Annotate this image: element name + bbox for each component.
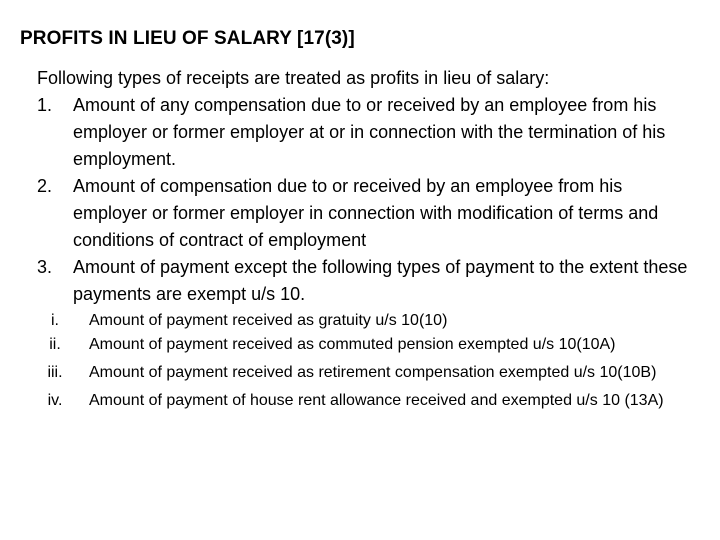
slide-title: PROFITS IN LIEU OF SALARY [17(3)] [20,28,355,49]
sub-item-ii [37,334,697,356]
sub-item-iv [37,390,697,412]
list-number: 2. [37,176,53,196]
sub-list-number: ii. [49,336,61,353]
slide-body [37,65,697,418]
sub-list-number: iv. [47,392,63,409]
list-number: 3. [37,257,53,277]
list-number: 1. [37,95,53,115]
list-item-text: Amount of payment except the following types of payment to the extent these payments are exempt u/s 10. [73,257,688,304]
list-item-1 [37,92,697,173]
sub-item-i [37,310,697,332]
sub-item-iii [37,362,697,384]
sub-list-number: i. [51,312,59,329]
sub-item-text: Amount of payment received as retirement compensation exempted u/s 10(10B) [89,364,657,381]
intro-text: Following types of receipts are treated as profits in lieu of salary: [37,68,550,88]
sub-item-text: Amount of payment of house rent allowance received and exempted u/s 10 (13A) [89,392,664,409]
list-item-2 [37,173,697,254]
main-list [37,92,697,308]
list-item-3 [37,254,697,308]
list-item-text: Amount of any compensation due to or received by an employee from his employer or former employer at or in connection with the termination of his employment. [73,95,666,169]
sub-list [37,310,697,412]
sub-list-number: iii. [47,364,63,381]
sub-item-text: Amount of payment received as gratuity u/s 10(10) [89,312,448,329]
list-item-text: Amount of compensation due to or received by an employee from his employer or former employer in connection with modification of terms and conditions of contract of employment [73,176,659,250]
sub-item-text: Amount of payment received as commuted pension exempted u/s 10(10A) [89,336,616,353]
